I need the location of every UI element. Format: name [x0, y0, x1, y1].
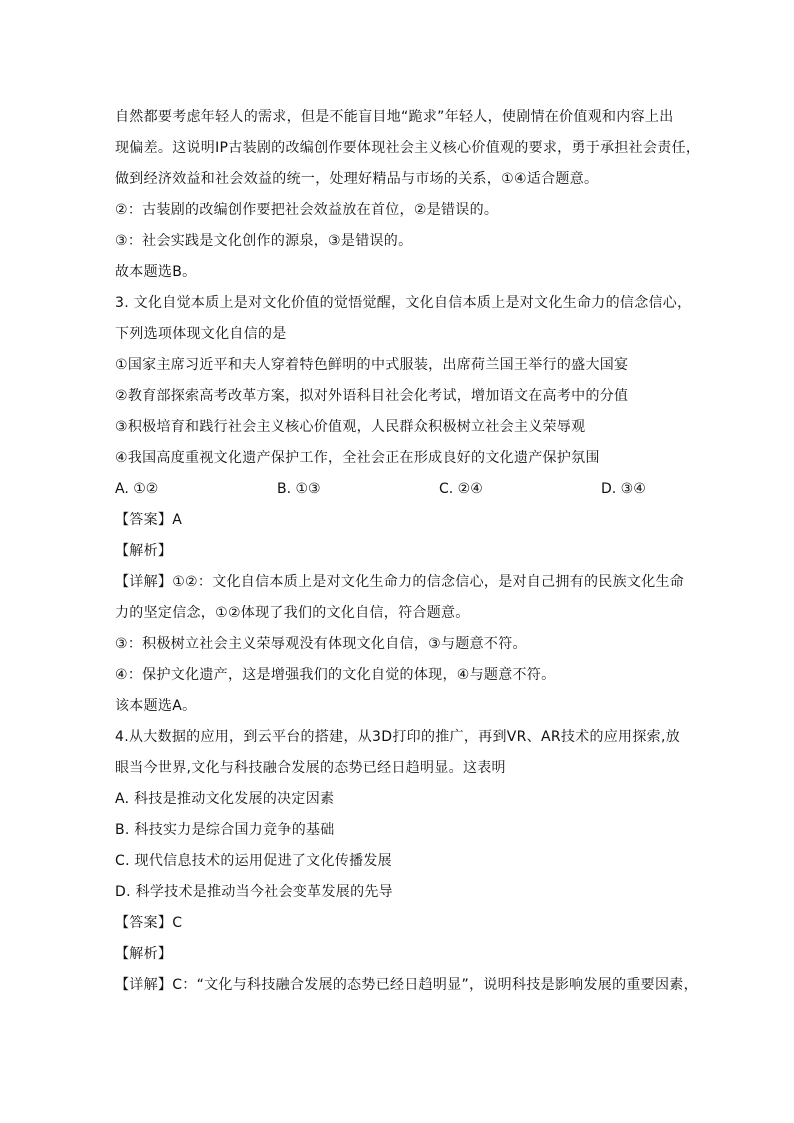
detail-line: 【详解】①②：文化自信本质上是对文化生命力的信念信心，是对自己拥有的民族文化生命: [115, 574, 685, 590]
text-line: 现偏差。这说明IP古装剧的改编创作要体现社会主义核心价值观的要求，勇于承担社会责任，: [115, 140, 701, 156]
answer-options: [115, 474, 685, 505]
statement-item: ①国家主席习近平和夫人穿着特色鲜明的中式服装，出席荷兰国王举行的盛大国宴: [115, 357, 629, 373]
option-c: C. ②④: [439, 481, 483, 497]
text-line: 做到经济效益和社会效益的统一，处理好精品与市场的关系，①④适合题意。: [115, 171, 599, 187]
detail-line: 【详解】C：“文化与科技融合发展的态势已经日趋明显”，说明科技是影响发展的重要因素，: [115, 977, 698, 993]
option-a: A. ①②: [115, 481, 159, 497]
analysis-label: 【解析】: [115, 543, 173, 559]
option-a: A. 科技是推动文化发展的决定因素: [115, 791, 335, 807]
text-line: 故本题选B。: [115, 264, 197, 280]
question-3: [115, 288, 692, 722]
answer-label: 【答案】C: [115, 915, 183, 931]
text-line: ③：社会实践是文化创作的源泉，③是错误的。: [115, 233, 413, 249]
prev-answer-analysis: [115, 102, 701, 288]
statement-item: ③积极培育和践行社会主义核心价值观，人民群众积极树立社会主义荣辱观: [115, 419, 586, 435]
text-line: 自然都要考虑年轻人的需求，但是不能盲目地“跪求”年轻人，使剧情在价值观和内容上出: [115, 109, 674, 125]
detail-line: 力的坚定信念，①②体现了我们的文化自信，符合题意。: [115, 605, 470, 621]
question-stem: 3. 文化自觉本质上是对文化价值的觉悟觉醒，文化自信本质上是对文化生命力的信念信心，: [115, 295, 692, 311]
statement-item: ④我国高度重视文化遗产保护工作，全社会正在形成良好的文化遗产保护氛围: [115, 450, 600, 466]
question-stem: 眼当今世界,文化与科技融合发展的态势已经日趋明显。这表明: [115, 760, 506, 776]
option-b: B. ①③: [277, 481, 321, 497]
document-page: [115, 102, 701, 1001]
option-d: D. ③④: [601, 481, 646, 497]
option-b: B. 科技实力是综合国力竞争的基础: [115, 822, 335, 838]
analysis-label: 【解析】: [115, 946, 173, 962]
detail-line: ③：积极树立社会主义荣辱观没有体现文化自信，③与题意不符。: [115, 636, 527, 652]
detail-line: 该本题选A。: [115, 698, 197, 714]
answer-label: 【答案】A: [115, 512, 183, 528]
option-d: D. 科学技术是推动当今社会变革发展的先导: [115, 884, 393, 900]
statement-item: ②教育部探索高考改革方案，拟对外语科目社会化考试，增加语文在高考中的分值: [115, 388, 629, 404]
question-stem: 下列选项体现文化自信的是: [115, 326, 287, 342]
question-stem: 4.从大数据的应用，到云平台的搭建，从3D打印的推广，再到VR、AR技术的应用探索,放: [115, 729, 681, 745]
detail-line: ④：保护文化遗产，这是增强我们的文化自觉的体现，④与题意不符。: [115, 667, 556, 683]
option-c: C. 现代信息技术的运用促进了文化传播发展: [115, 853, 392, 869]
text-line: ②：古装剧的改编创作要把社会效益放在首位，②是错误的。: [115, 202, 499, 218]
question-4: [115, 722, 698, 1001]
